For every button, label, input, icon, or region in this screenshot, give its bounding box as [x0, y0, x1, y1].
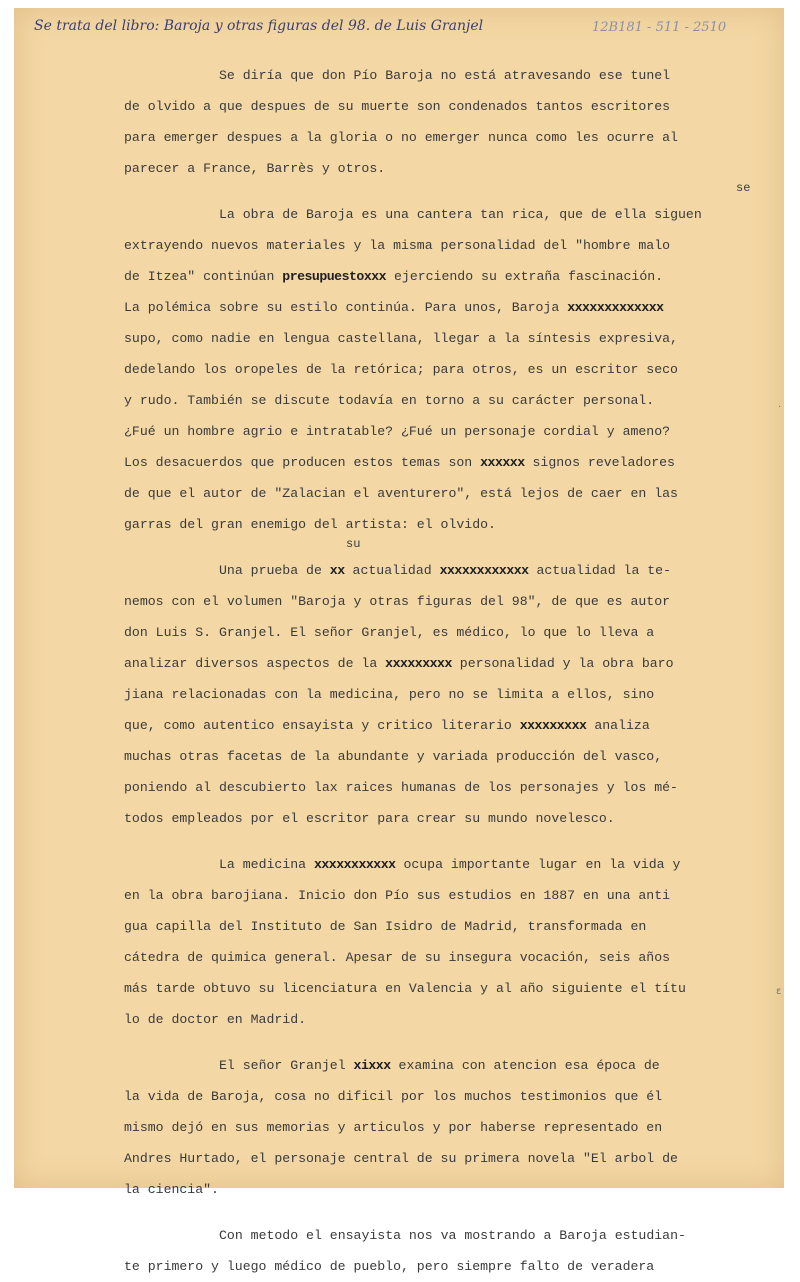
text-line	[124, 122, 779, 153]
text-segment: de olvido a que despues de su muerte son condenados tantos escritores	[124, 99, 671, 114]
text-line	[124, 1081, 779, 1112]
text-line	[124, 323, 779, 354]
text-segment: dedelando los oropeles de la retórica; para otros, es un escritor seco	[124, 362, 678, 377]
text-segment: Con metodo el ensayista nos va mostrando a Baroja estudian-	[219, 1228, 686, 1243]
text-segment: en la obra barojiana. Inicio don Pío sus estudios en 1887 en una anti	[124, 888, 671, 903]
text-line	[124, 1050, 779, 1081]
text-segment: El señor Granjel	[219, 1058, 354, 1073]
struck-out-text: presupuestoxxx	[282, 269, 387, 284]
text-segment: Se diría que don Pío Baroja no está atravesando ese tunel	[219, 68, 671, 83]
text-segment: actualidad	[344, 563, 440, 578]
paragraph	[124, 1220, 779, 1282]
paragraph-gap	[124, 537, 779, 555]
interlinear-insertion: se	[736, 181, 751, 195]
text-line	[124, 230, 779, 261]
text-segment: ejerciendo su extraña fascinación.	[386, 269, 664, 284]
text-segment: la ciencia".	[124, 1182, 219, 1197]
text-segment: y rudo. También se discute todavía en torno a su carácter personal.	[124, 393, 655, 408]
reference-number: 12B181 - 511 - 2510	[592, 20, 727, 35]
text-segment: La obra de Baroja es una cantera tan rica, que de ella siguen	[219, 207, 702, 222]
text-segment: te primero y luego médico de pueblo, pero siempre falto de veradera	[124, 1259, 655, 1274]
struck-out-text: xxxxxxxxxxxxx	[567, 300, 664, 315]
text-segment: personalidad y la obra baro	[451, 656, 674, 671]
text-segment: más tarde obtuvo su licenciatura en Valencia y al año siguiente el títu	[124, 981, 686, 996]
text-line	[124, 447, 779, 478]
text-segment: La polémica sobre su estilo continúa. Para unos, Baroja	[124, 300, 568, 315]
handwritten-note: Se trata del libro: Baroja y otras figuras del 98. de Luis Granjel	[34, 18, 484, 34]
text-line	[124, 1004, 779, 1035]
text-line	[124, 1251, 779, 1282]
text-segment: ocupa importante lugar en la vida y	[395, 857, 681, 872]
text-segment: que, como autentico ensayista y critico literario	[124, 718, 520, 733]
text-segment: de que el autor de "Zalacian el aventurero", está lejos de caer en las	[124, 486, 678, 501]
text-segment: don Luis S. Granjel. El señor Granjel, es médico, lo que lo lleva a	[124, 625, 655, 640]
text-segment: ¿Fué un hombre agrio e intratable? ¿Fué un personaje cordial y ameno?	[124, 424, 671, 439]
text-segment: analiza	[586, 718, 650, 733]
paragraph	[124, 849, 782, 1035]
text-line	[124, 617, 779, 648]
text-segment: mismo dejó en sus memorias y articulos y por haberse representado en	[124, 1120, 663, 1135]
text-line	[124, 385, 782, 416]
text-line	[124, 973, 782, 1004]
text-segment: examina con atencion esa época de	[390, 1058, 660, 1073]
text-line	[124, 91, 779, 122]
text-line	[124, 772, 779, 803]
text-segment: la vida de Baroja, cosa no dificil por los muchos testimonios que él	[124, 1089, 663, 1104]
text-line	[124, 648, 779, 679]
text-segment: jiana relacionadas con la medicina, pero no se limita a ellos, sino	[124, 687, 655, 702]
text-segment: signos reveladores	[524, 455, 675, 470]
text-line	[124, 1112, 779, 1143]
text-line	[124, 741, 779, 772]
text-line	[124, 416, 779, 447]
text-segment: para emerger despues a la gloria o no emerger nunca como les ocurre al	[124, 130, 678, 145]
struck-out-text: xixxx	[353, 1058, 391, 1073]
text-segment: poniendo al descubierto lax raices humanas de los personajes y los mé-	[124, 780, 678, 795]
struck-out-text: xxxxxxxxxxxx	[439, 563, 529, 578]
text-line	[124, 679, 779, 710]
text-line	[124, 60, 779, 91]
struck-out-text: xxxxxxxxx	[385, 656, 452, 671]
text-line	[124, 292, 779, 323]
paragraph-gap	[124, 1035, 779, 1050]
typewritten-page	[14, 8, 784, 1274]
text-segment: de Itzea" continúan	[124, 269, 283, 284]
text-segment: muchas otras facetas de la abundante y variada producción del vasco,	[124, 749, 663, 764]
text-segment: todos empleados por el escritor para crear su mundo novelesco.	[124, 811, 615, 826]
margin-mark: ε	[776, 986, 782, 997]
text-line	[124, 849, 779, 880]
text-segment: garras del gran enemigo del artista: el olvido.	[124, 517, 496, 532]
paragraph	[124, 60, 779, 184]
text-segment: supo, como nadie en lengua castellana, llegar a la síntesis expresiva,	[124, 331, 678, 346]
text-line	[124, 942, 779, 973]
text-segment: gua capilla del Instituto de San Isidro de Madrid, transformada en	[124, 919, 647, 934]
text-segment: Andres Hurtado, el personaje central de su primera novela "El arbol de	[124, 1151, 678, 1166]
text-line	[124, 478, 779, 509]
text-segment: Una prueba de	[219, 563, 330, 578]
paragraph	[124, 537, 779, 834]
paragraph	[124, 1050, 779, 1205]
text-line	[124, 1220, 779, 1251]
text-line	[124, 153, 779, 184]
text-line	[124, 261, 779, 292]
text-line	[124, 354, 779, 385]
text-segment: parecer a France, Barrès y otros.	[124, 161, 386, 176]
text-line	[124, 586, 779, 617]
text-segment: cátedra de quimica general. Apesar de su insegura vocación, seis años	[124, 950, 671, 965]
margin-mark: ·	[778, 402, 782, 413]
document-body	[124, 60, 782, 1282]
struck-out-text: xx	[329, 563, 345, 578]
text-line	[124, 1143, 779, 1174]
interlinear-insertion: su	[346, 537, 361, 551]
text-segment: extrayendo nuevos materiales y la misma personalidad del "hombre malo	[124, 238, 671, 253]
text-segment: lo de doctor en Madrid.	[124, 1012, 307, 1027]
text-segment: nemos con el volumen "Baroja y otras figuras del 98", de que es autor	[124, 594, 671, 609]
text-line	[124, 710, 779, 741]
paragraph	[124, 181, 782, 540]
struck-out-text: xxxxxxxxx	[519, 718, 587, 733]
paragraph-gap	[124, 181, 779, 199]
text-line	[124, 803, 779, 834]
struck-out-text: xxxxxx	[480, 455, 525, 470]
text-line	[124, 181, 779, 230]
text-line	[124, 911, 779, 942]
text-line	[124, 537, 779, 586]
text-segment: La medicina	[219, 857, 314, 872]
struck-out-text: xxxxxxxxxxx	[313, 857, 396, 872]
text-line	[124, 509, 779, 540]
text-segment: analizar diversos aspectos de la	[124, 656, 386, 671]
paragraph-gap	[124, 834, 779, 849]
paragraph-gap	[124, 1205, 779, 1220]
text-line	[124, 880, 779, 911]
text-segment: actualidad la te-	[528, 563, 672, 578]
text-line	[124, 1174, 779, 1205]
text-segment: Los desacuerdos que producen estos temas son	[124, 455, 481, 470]
